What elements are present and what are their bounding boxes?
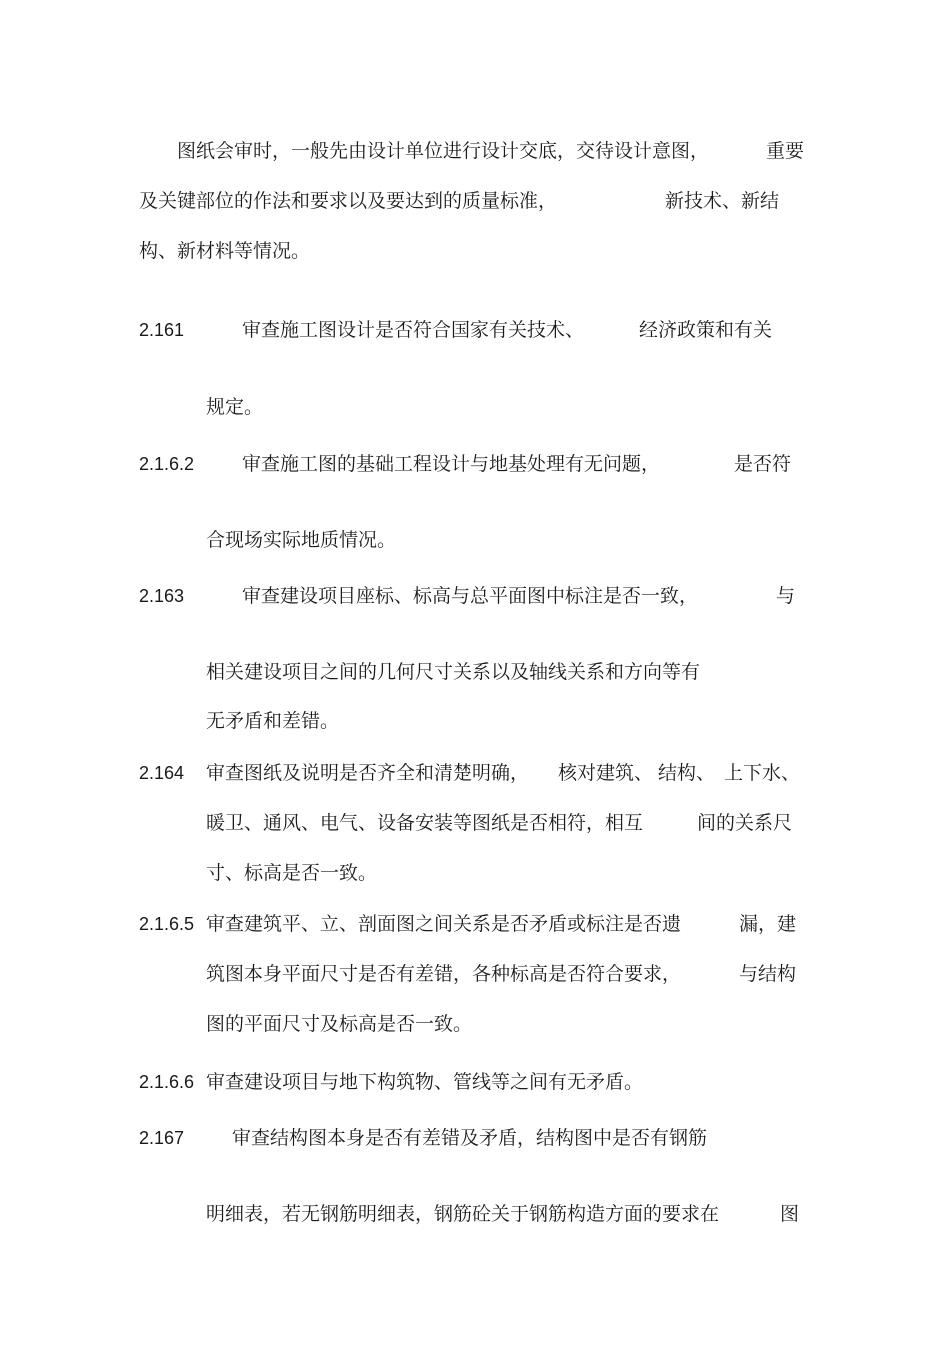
item-line-segment: 结构、: [658, 762, 716, 784]
item-continuation-tail: 图: [780, 1203, 800, 1225]
item-continuation: 合现场实际地质情况。: [206, 529, 397, 551]
intro-line-1-text: 图纸会审时，一般先由设计单位进行设计交底，交待设计意图，: [177, 140, 710, 162]
item-line-segment: 核对建筑、: [558, 762, 654, 784]
item-number: 2.167: [139, 1128, 185, 1148]
item-line-tail: 漏，建: [739, 913, 797, 935]
intro-line-3-text: 构、新材料等情况。: [139, 240, 311, 262]
item-line-text: 审查建筑平、立、剖面图之间关系是否矛盾或标注是否遗: [206, 913, 682, 935]
item-continuation: 明细表，若无钢筋明细表，钢筋砼关于钢筋构造方面的要求在: [206, 1203, 720, 1225]
item-continuation: 图的平面尺寸及标高是否一致。: [206, 1013, 473, 1035]
item-line-segment: 上下水、: [724, 762, 801, 784]
item-continuation: 相关建设项目之间的几何尺寸关系以及轴线关系和方向等有: [206, 661, 701, 683]
item-continuation: 无矛盾和差错。: [206, 710, 340, 732]
item-continuation: 筑图本身平面尺寸是否有差错，各种标高是否符合要求，: [206, 963, 682, 985]
item-number: 2.164: [139, 763, 185, 783]
item-continuation: 暖卫、通风、电气、设备安装等图纸是否相符，相互: [206, 812, 644, 834]
item-line-text: 审查结构图本身是否有差错及矛盾，结构图中是否有钢筋: [232, 1127, 708, 1149]
item-number: 2.1.6.6: [139, 1072, 195, 1092]
item-line-tail: 与: [776, 585, 796, 607]
intro-line-2-tail: 新技术、新结: [665, 190, 780, 212]
item-line-text: 审查施工图的基础工程设计与地基处理有无问题，: [242, 453, 661, 475]
item-number: 2.163: [139, 586, 185, 606]
intro-line-1-tail: 重要: [766, 140, 805, 162]
item-line-text: 审查建设项目与地下构筑物、管线等之间有无矛盾。: [206, 1071, 644, 1093]
item-number: 2.161: [139, 320, 185, 340]
item-line-text: 审查施工图设计是否符合国家有关技术、: [242, 319, 585, 341]
item-continuation-tail: 与结构: [739, 963, 797, 985]
item-continuation: 寸、标高是否一致。: [206, 862, 378, 884]
item-line-tail: 是否符: [734, 453, 792, 475]
item-continuation-tail: 间的关系尺: [697, 812, 793, 834]
item-line-tail: 经济政策和有关: [639, 319, 773, 341]
intro-line-2-text: 及关键部位的作法和要求以及要达到的质量标准，: [139, 190, 558, 212]
item-number: 2.1.6.2: [139, 454, 195, 474]
item-number: 2.1.6.5: [139, 914, 195, 934]
item-line-text: 审查建设项目座标、标高与总平面图中标注是否一致，: [242, 585, 699, 607]
item-line-text: 审查图纸及说明是否齐全和清楚明确，: [206, 762, 530, 784]
item-continuation: 规定。: [206, 396, 264, 418]
